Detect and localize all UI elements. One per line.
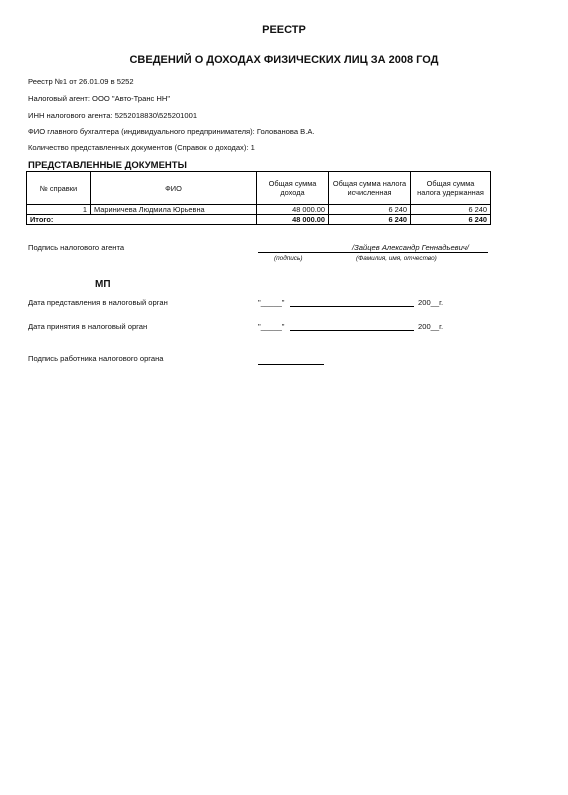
cell-fio: Мариничева Людмила Юрьевна <box>91 205 257 215</box>
chief-accountant: ФИО главного бухгалтера (индивидуального предпринимателя): Голованова В.А. <box>28 127 315 136</box>
tax-agent: Налоговый агент: ООО "Авто-Транс НН" <box>28 94 171 103</box>
officer-signature-label: Подпись работника налогового органа <box>28 354 164 363</box>
officer-signature-line <box>258 364 324 365</box>
table-header-row <box>27 172 491 205</box>
submission-date-label: Дата представления в налоговый орган <box>28 298 168 307</box>
table-row <box>27 205 491 215</box>
caption-signature: (подпись) <box>274 255 303 262</box>
col-header-tax-withheld: Общая сумма налога удержанная <box>411 172 491 205</box>
total-income: 48 000.00 <box>257 215 329 225</box>
col-header-tax-calculated: Общая сумма налога исчисленная <box>329 172 411 205</box>
seal-placeholder: МП <box>95 279 111 290</box>
cell-tax-calculated: 6 240 <box>329 205 411 215</box>
acceptance-date-line <box>290 330 414 331</box>
col-header-number: № справки <box>27 172 91 205</box>
section-title: ПРЕДСТАВЛЕННЫЕ ДОКУМЕНТЫ <box>28 160 187 171</box>
submission-date-year: 200__г. <box>418 298 444 307</box>
total-tax-calculated: 6 240 <box>329 215 411 225</box>
agent-signature-label: Подпись налогового агента <box>28 243 125 252</box>
col-header-income: Общая сумма дохода <box>257 172 329 205</box>
acceptance-date-day: "_____" <box>258 322 285 331</box>
acceptance-date-label: Дата принятия в налоговый орган <box>28 322 148 331</box>
submission-date-day: "_____" <box>258 298 285 307</box>
acceptance-date-year: 200__г. <box>418 322 444 331</box>
table-total-row <box>27 215 491 225</box>
total-label: Итого: <box>27 215 257 225</box>
cell-income: 48 000.00 <box>257 205 329 215</box>
caption-fullname: (Фамилия, имя, отчество) <box>356 255 437 262</box>
total-tax-withheld: 6 240 <box>411 215 491 225</box>
agent-inn: ИНН налогового агента: 5252018830\525201001 <box>28 111 198 120</box>
title-line-2: СВЕДЕНИЙ О ДОХОДАХ ФИЗИЧЕСКИХ ЛИЦ ЗА 2008 ГОД <box>129 54 439 66</box>
cell-number: 1 <box>27 205 91 215</box>
documents-table <box>26 171 491 225</box>
documents-count: Количество представленных документов (Справок о доходах): 1 <box>28 143 255 152</box>
cell-tax-withheld: 6 240 <box>411 205 491 215</box>
col-header-fio: ФИО <box>91 172 257 205</box>
registry-number: Реестр №1 от 26.01.09 в 5252 <box>28 77 134 86</box>
agent-signature-line <box>258 252 488 253</box>
agent-signatory-name: /Зайцев Александр Геннадьевич/ <box>352 243 469 252</box>
submission-date-line <box>290 306 414 307</box>
title-line-1: РЕЕСТР <box>262 24 306 36</box>
